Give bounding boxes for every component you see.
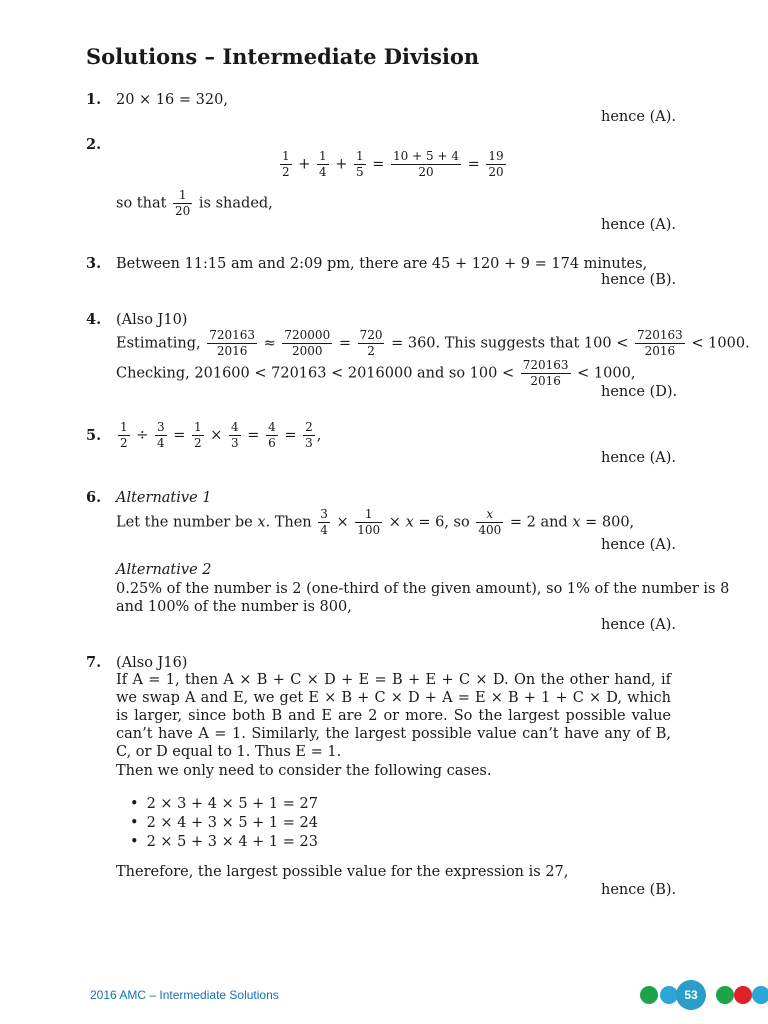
question-number-7: 7. — [86, 654, 102, 671]
footer-title: 2016 AMC – Intermediate Solutions — [90, 988, 279, 1002]
q7-case-list — [130, 795, 318, 852]
q6-alt2-line-2: and 100% of the number is 800, — [116, 599, 352, 615]
question-number-4: 4. — [86, 311, 102, 328]
list-item: • 2 × 5 + 3 × 4 + 1 = 23 — [130, 833, 318, 852]
list-item: • 2 × 4 + 3 × 5 + 1 = 24 — [130, 814, 318, 833]
footer-dot — [716, 986, 734, 1004]
q4-estimate-line: Estimating, $\frac{720163}{2016}$ ≈ $\frac{720000}{2000}$ = $\frac{720}{2}$ = 360. This suggests that 100 < $\frac{720163}{2016}$ < 1000. — [116, 328, 750, 359]
q6-alt1-line: Let the number be x. Then $\frac{3}{4}$ × $\frac{1}{100}$ × x = 6, so $\frac{x}{400}$ = 2 and x = 800, — [116, 507, 635, 538]
q6-alt2-line-1: 0.25% of the number is 2 (one-third of the given amount), so 1% of the number is 8 — [116, 581, 730, 597]
q1-equation: 20 × 16 = 320, — [116, 92, 228, 108]
question-number-1: 1. — [86, 91, 102, 108]
question-number-6: 6. — [86, 489, 102, 506]
q6-alternative-1-heading: Alternative 1 — [116, 490, 212, 506]
list-item: • 2 × 3 + 4 × 5 + 1 = 27 — [130, 795, 318, 814]
q4-also: (Also J10) — [116, 312, 188, 328]
q2-shaded-line: so that $\frac{1}{20}$ is shaded, — [116, 188, 273, 219]
q4-answer: hence (D). — [601, 384, 678, 400]
page-number-badge: 53 — [676, 980, 706, 1010]
q2-answer: hence (A). — [601, 217, 676, 233]
q3-text: Between 11:15 am and 2:09 pm, there are 45 + 120 + 9 = 174 minutes, — [116, 256, 648, 272]
q7-also: (Also J16) — [116, 655, 188, 671]
q7-conclusion: Therefore, the largest possible value for the expression is 27, — [116, 864, 569, 880]
q6-answer-2: hence (A). — [601, 617, 676, 633]
q1-answer: hence (A). — [601, 109, 676, 125]
q7-cases-intro: Then we only need to consider the following cases. — [116, 763, 492, 779]
footer-dot — [640, 986, 658, 1004]
page-title: Solutions – Intermediate Division — [86, 44, 480, 69]
question-number-3: 3. — [86, 255, 102, 272]
q6-answer-1: hence (A). — [601, 537, 676, 553]
footer-dot — [752, 986, 768, 1004]
question-number-5: 5. — [86, 427, 102, 444]
q5-equation: $\frac{1}{2}$ ÷ $\frac{3}{4}$ = $\frac{1}{2}$ × $\frac{4}{3}$ = $\frac{4}{6}$ = $\frac{2}{3}$ , — [120, 420, 322, 451]
q7-answer: hence (B). — [601, 882, 677, 898]
q3-answer: hence (B). — [601, 272, 677, 288]
q4-check-line: Checking, 201600 < 720163 < 2016000 and so 100 < $\frac{720163}{2016}$ < 1000, — [116, 358, 636, 389]
q5-answer: hence (A). — [601, 450, 676, 466]
q2-display-equation: $\frac{1}{2}$ + $\frac{1}{4}$ + $\frac{1}{5}$ = $\frac{10 + 5 + 4}{20}$ = $\frac{19}{20}$ — [282, 149, 504, 180]
question-number-2: 2. — [86, 136, 102, 153]
q7-paragraph: If A = 1, then A × B + C × D + E = B + E + C × D. On the other hand, if we swap A and E, we get E × B + C × D + A = E × B + 1 + C × D, which is larger, since both B and E are 2 or more. So the largest possible value can’t have A = 1. Similarly, the largest possible value can’t have any of B, C, or D equal to 1. Thus E = 1. — [116, 672, 671, 760]
q6-alternative-2-heading: Alternative 2 — [116, 562, 212, 578]
footer-dot — [734, 986, 752, 1004]
